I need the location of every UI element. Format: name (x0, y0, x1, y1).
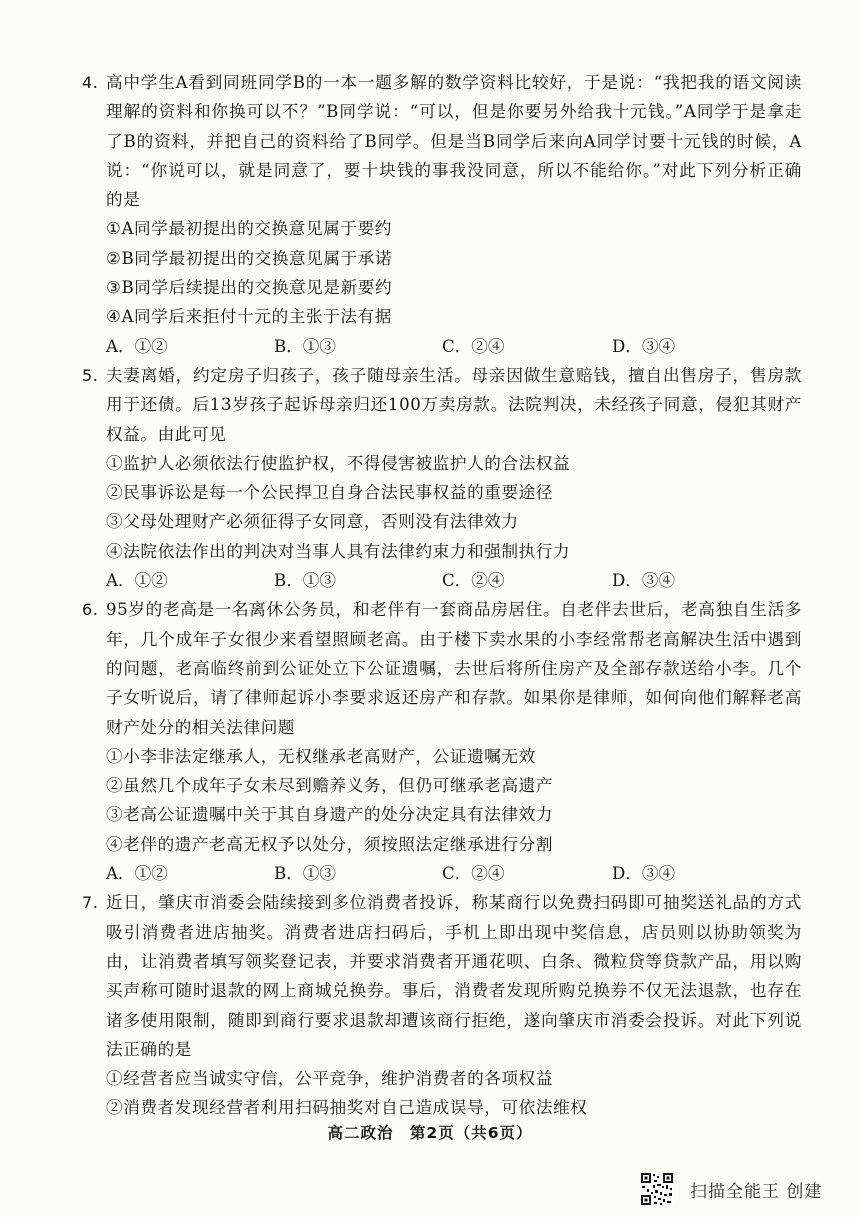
answer-choice: B．①③ (274, 571, 336, 591)
footer-page-number: 第2页（共6页） (409, 1124, 533, 1142)
statement-option: ④A同学后来拒付十元的主张于法有据 (106, 307, 392, 327)
question-stem-text: 近日，肇庆市消委会陆续接到多位消费者投诉，称某商行以免费扫码即可抽奖送礼品的方式吸引消费者进店抽奖。消费者进店扫码后，手机上即出现中奖信息，店员则以协助领奖为由，让消费者填写领奖登记表，并要求消费者开通花呗、白条、微粒贷等贷款产品，用以购买声称可随时退款的网上商城兑换券。事后，消费者发现所购兑换券不仅无法退款，也存在诸多使用限制，随即到商行要求退款却遭该商行拒绝，遂向肇庆市消委会投诉。对此下列说法正确的是 (106, 893, 802, 1059)
question-item (82, 361, 802, 595)
statement-option: ③老高公证遗嘱中关于其自身遗产的处分决定具有法律效力 (106, 805, 554, 825)
answer-choice: B．①③ (274, 336, 336, 356)
answer-choice: D．③④ (612, 571, 676, 591)
answer-choices (82, 332, 802, 361)
answer-choices (82, 859, 802, 888)
statement-option: ③父母处理财产必须征得子女同意，否则没有法律效力 (106, 512, 519, 532)
question-stem (82, 888, 802, 1064)
answer-choice: A．①② (106, 571, 168, 591)
statement-option: ②虽然几个成年子女未尽到赡养义务，但仍可继承老高遗产 (106, 776, 554, 796)
question-number: 7. (82, 893, 99, 913)
statement-option: ②B同学最初提出的交换意见属于承诺 (106, 248, 393, 268)
answer-choice: C．②④ (442, 571, 505, 591)
question-stem-text: 95岁的老高是一名离休公务员，和老伴有一套商品房居住。自老伴去世后，老高独自生活多年，几个成年子女很少来看望照顾老高。由于楼下卖水果的小李经常帮老高解决生活中遇到的问题，老高临终前到公证处立下公证遗嘱，去世后将所住房产及全部存款送给小李。几个子女听说后，请了律师起诉小李要求返还房产和存款。如果你是律师，如何向他们解释老高财产处分的相关法律问题 (106, 600, 802, 737)
answer-choice: C．②④ (442, 864, 505, 884)
statement-option: ①经营者应当诚实守信，公平竞争，维护消费者的各项权益 (106, 1069, 554, 1089)
statement-option: ④法院依法作出的判决对当事人具有法律约束力和强制执行力 (106, 541, 571, 561)
qr-code-icon (640, 1172, 674, 1206)
answer-choice: C．②④ (442, 336, 505, 356)
question-stem (82, 595, 802, 741)
statement-option: ①小李非法定继承人，无权继承老高财产，公证遗嘱无效 (106, 746, 536, 766)
question-item (82, 68, 802, 361)
question-number: 5. (82, 365, 99, 385)
answer-choices (82, 566, 802, 595)
statement-option: ④老伴的遗产老高无权予以处分，须按照法定继承进行分割 (106, 834, 554, 854)
answer-choice: A．①② (106, 336, 168, 356)
question-stem (82, 361, 802, 449)
watermark-text: 扫描全能王 创建 (690, 1181, 823, 1202)
answer-choice: D．③④ (612, 336, 676, 356)
question-item (82, 595, 802, 888)
statement-option: ③B同学后续提出的交换意见是新要约 (106, 278, 393, 298)
statement-option: ②消费者发现经营者利用扫码抽奖对自己造成误导，可依法维权 (106, 1098, 588, 1118)
statement-option: ①监护人必须依法行使监护权，不得侵害被监护人的合法权益 (106, 453, 571, 473)
statement-option: ②民事诉讼是每一个公民捍卫自身合法民事权益的重要途径 (106, 483, 554, 503)
question-stem-text: 高中学生A看到同班同学B的一本一题多解的数学资料比较好，于是说：“我把我的语文阅读理解的资料和你换可以不？”B同学说：“可以，但是你要另外给我十元钱。”A同学于是拿走了B的资料，并把自己的资料给了B同学。但是当B同学后来向A同学讨要十元钱的时候，A说：“你说可以，就是同意了，要十块钱的事我没同意，所以不能给你。”对此下列分析正确的是 (106, 73, 802, 210)
question-item (82, 888, 802, 1122)
page-footer (0, 1121, 860, 1143)
answer-choice: A．①② (106, 864, 168, 884)
question-number: 4. (82, 73, 99, 92)
statement-option: ①A同学最初提出的交换意见属于要约 (106, 219, 392, 239)
scanner-watermark (640, 1172, 822, 1206)
footer-subject: 高二政治 (327, 1124, 394, 1142)
question-number: 6. (82, 600, 99, 620)
answer-choice: B．①③ (274, 864, 336, 884)
question-stem (82, 68, 802, 214)
question-list (82, 68, 802, 1123)
answer-choice: D．③④ (612, 864, 676, 884)
question-stem-text: 夫妻离婚，约定房子归孩子，孩子随母亲生活。母亲因做生意赔钱，擅自出售房子，售房款用于还债。后13岁孩子起诉母亲归还100万卖房款。法院判决，未经孩子同意，侵犯其财产权益。由此可见 (106, 365, 802, 444)
